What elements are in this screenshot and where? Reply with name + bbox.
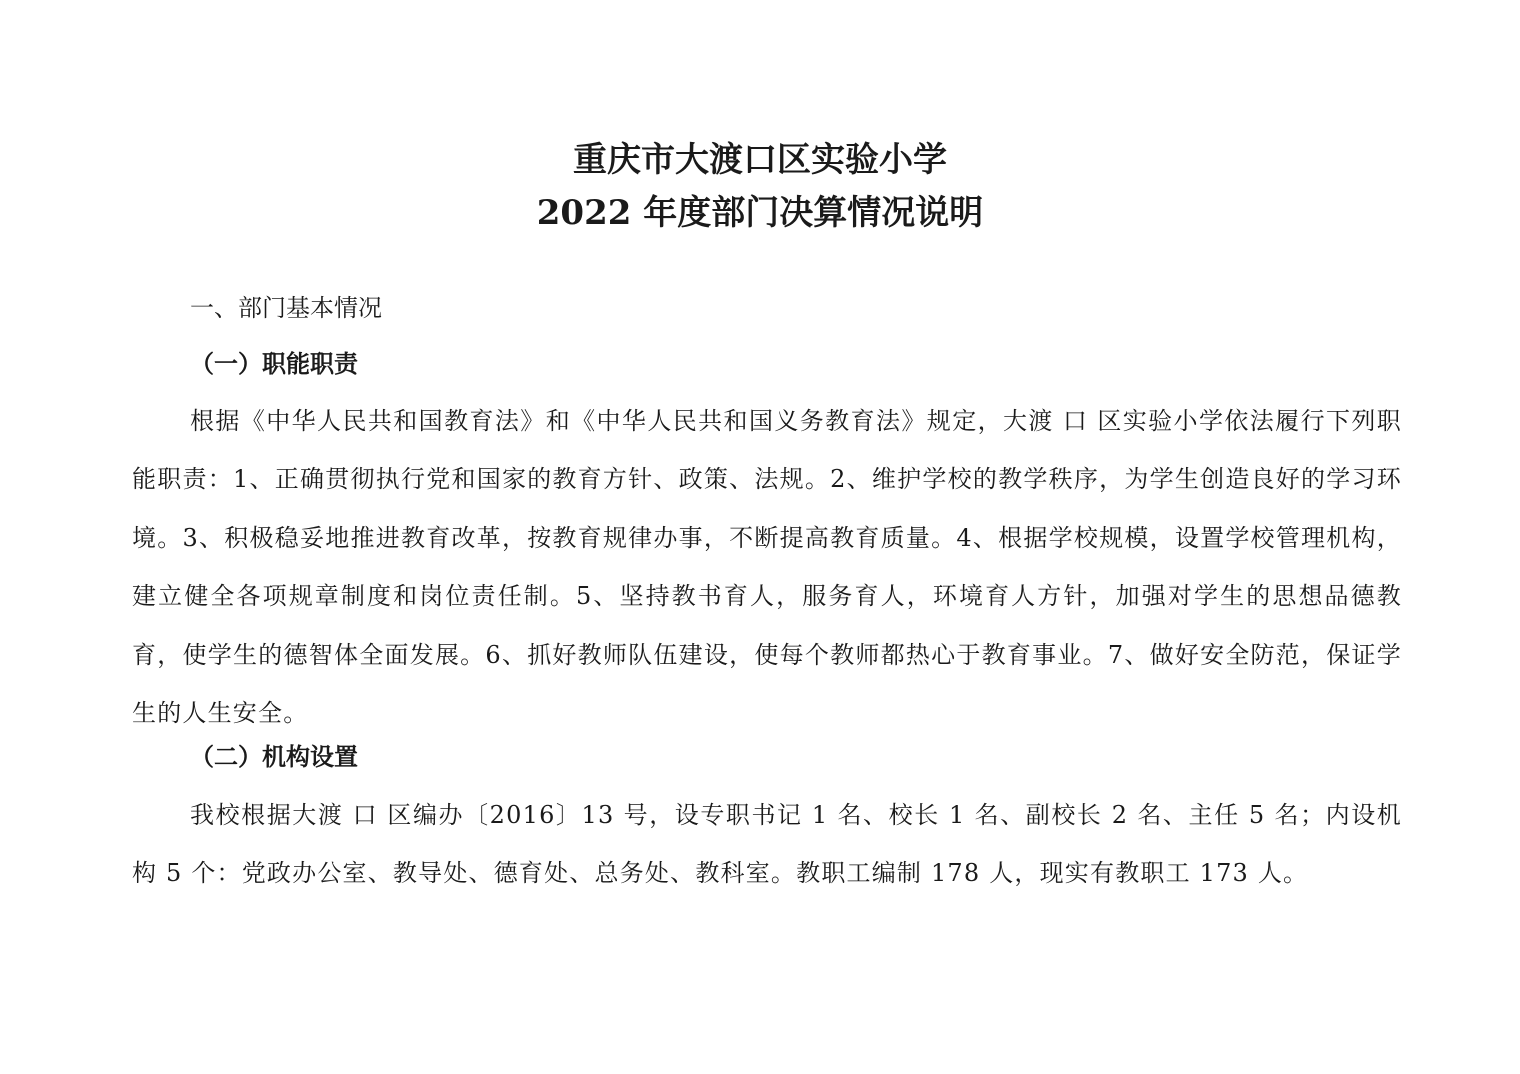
functions-paragraph: 根据《中华人民共和国教育法》和《中华人民共和国义务教育法》规定，大渡 口 区实验小学依法履行下列职能职责：1、正确贯彻执行党和国家的教育方针、政策、法规。2、维护学校的教学秩序，为学生创造良好的学习环境。3、积极稳妥地推进教育改革，按教育规律办事，不断提高教育质量。4、根据学校规模，设置学校管理机构，建立健全各项规章制度和岗位责任制。5、坚持教书育人，服务育人，环境育人方针，加强对学生的思想品德教育，使学生的德智体全面发展。6、抓好教师队伍建设，使每个教师都热心于教育事业。7、做好安全防范，保证学生的人生安全。 — [132, 407, 1402, 728]
subsection-heading-organization: （二）机构设置 — [190, 743, 358, 771]
section-heading-basic-info: 一、部门基本情况 — [190, 294, 382, 322]
document-title-line1: 重庆市大渡口区实验小学 — [573, 140, 947, 180]
document-title-line2: 2022 年度部门决算情况说明 — [536, 193, 984, 233]
organization-paragraph: 我校根据大渡 口 区编办〔2016〕13 号，设专职书记 1 名、校长 1 名、副校长 2 名、主任 5 名；内设机构 5 个：党政办公室、教导处、德育处、总务处、教科室。教职工编制 178 人，现实有教职工 173 人。 — [132, 801, 1402, 888]
subsection-heading-functions: （一）职能职责 — [190, 350, 358, 378]
